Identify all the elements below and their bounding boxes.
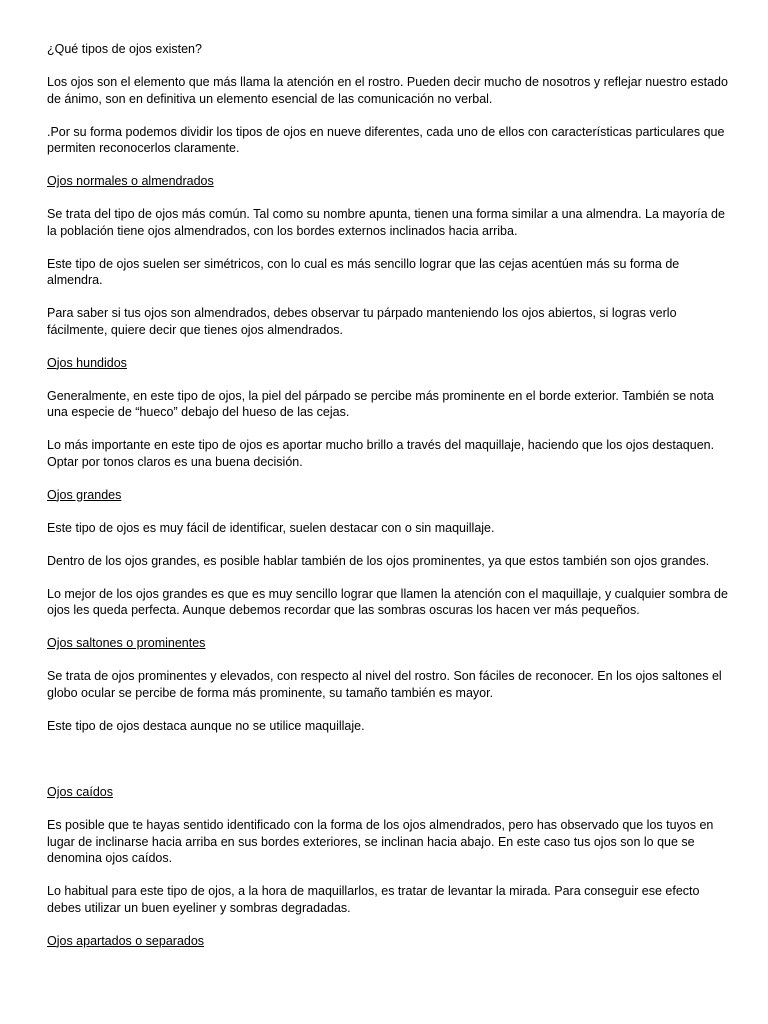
section-heading: Ojos hundidos xyxy=(47,355,127,370)
section-paragraph: Lo habitual para este tipo de ojos, a la hora de maquillarlos, es tratar de levantar la mirada. Para conseguir ese efecto debes utilizar un buen eyeliner y sombras degradadas. xyxy=(47,884,700,915)
section-paragraph: Lo mejor de los ojos grandes es que es muy sencillo lograr que llamen la atención con el maquillaje, y cualquier sombra de ojos les queda perfecta. Aunque debemos recordar que las sombras oscuras los hacen ver más pequeños. xyxy=(47,586,728,617)
section-heading: Ojos grandes xyxy=(47,487,122,502)
section-paragraph: Generalmente, en este tipo de ojos, la piel del párpado se percibe más prominente en el borde exterior. También se nota una especie de “hueco” debajo del hueso de las cejas. xyxy=(47,388,714,419)
section-heading: Ojos normales o almendrados xyxy=(47,174,214,188)
section-heading: Ojos caídos xyxy=(47,785,114,799)
section-paragraph: Este tipo de ojos es muy fácil de identificar, suelen destacar con o sin maquillaje. xyxy=(47,520,495,535)
intro-paragraph: .Por su forma podemos dividir los tipos de ojos en nueve diferentes, cada uno de ellos con características particulares que permiten reconocerlos claramente. xyxy=(47,124,725,155)
section-paragraph: Se trata del tipo de ojos más común. Tal como su nombre apunta, tienen una forma similar a una almendra. La mayoría de la población tiene ojos almendrados, con los bordes externos inclinados hacia arriba. xyxy=(47,207,725,238)
section-paragraph: Para saber si tus ojos son almendrados, debes observar tu párpado manteniendo los ojos abiertos, si logras verlo fácilmente, quiere decir que tienes ojos almendrados. xyxy=(47,306,677,337)
section-paragraph: Este tipo de ojos suelen ser simétricos, con lo cual es más sencillo lograr que las cejas acentúen más su forma de almendra. xyxy=(47,256,680,287)
section-heading: Ojos apartados o separados xyxy=(47,933,205,948)
section-paragraph: Lo más importante en este tipo de ojos es aportar mucho brillo a través del maquillaje, haciendo que los ojos destaquen. Optar por tonos claros es una buena decisión. xyxy=(47,438,715,469)
section-paragraph: Es posible que te hayas sentido identificado con la forma de los ojos almendrados, pero has observado que los tuyos en lugar de inclinarse hacia arriba en sus bordes exteriores, se inclinan hacia abajo. En este caso tus ojos son lo que se denomina ojos caídos. xyxy=(47,818,714,865)
section-paragraph: Dentro de los ojos grandes, es posible hablar también de los ojos prominentes, ya que estos también son ojos grandes. xyxy=(47,553,710,568)
intro-paragraph: Los ojos son el elemento que más llama la atención en el rostro. Pueden decir mucho de nosotros y reflejar nuestro estado de ánimo, son en definitiva un elemento esencial de las comunicación no verbal. xyxy=(47,75,728,106)
section-paragraph: Este tipo de ojos destaca aunque no se utilice maquillaje. xyxy=(47,718,365,733)
document-title: ¿Qué tipos de ojos existen? xyxy=(47,42,202,56)
section-heading: Ojos saltones o prominentes xyxy=(47,636,206,650)
section-paragraph: Se trata de ojos prominentes y elevados, con respecto al nivel del rostro. Son fáciles de reconocer. En los ojos saltones el globo ocular se percibe de forma más prominente, su tamaño también es mayor. xyxy=(47,669,722,700)
